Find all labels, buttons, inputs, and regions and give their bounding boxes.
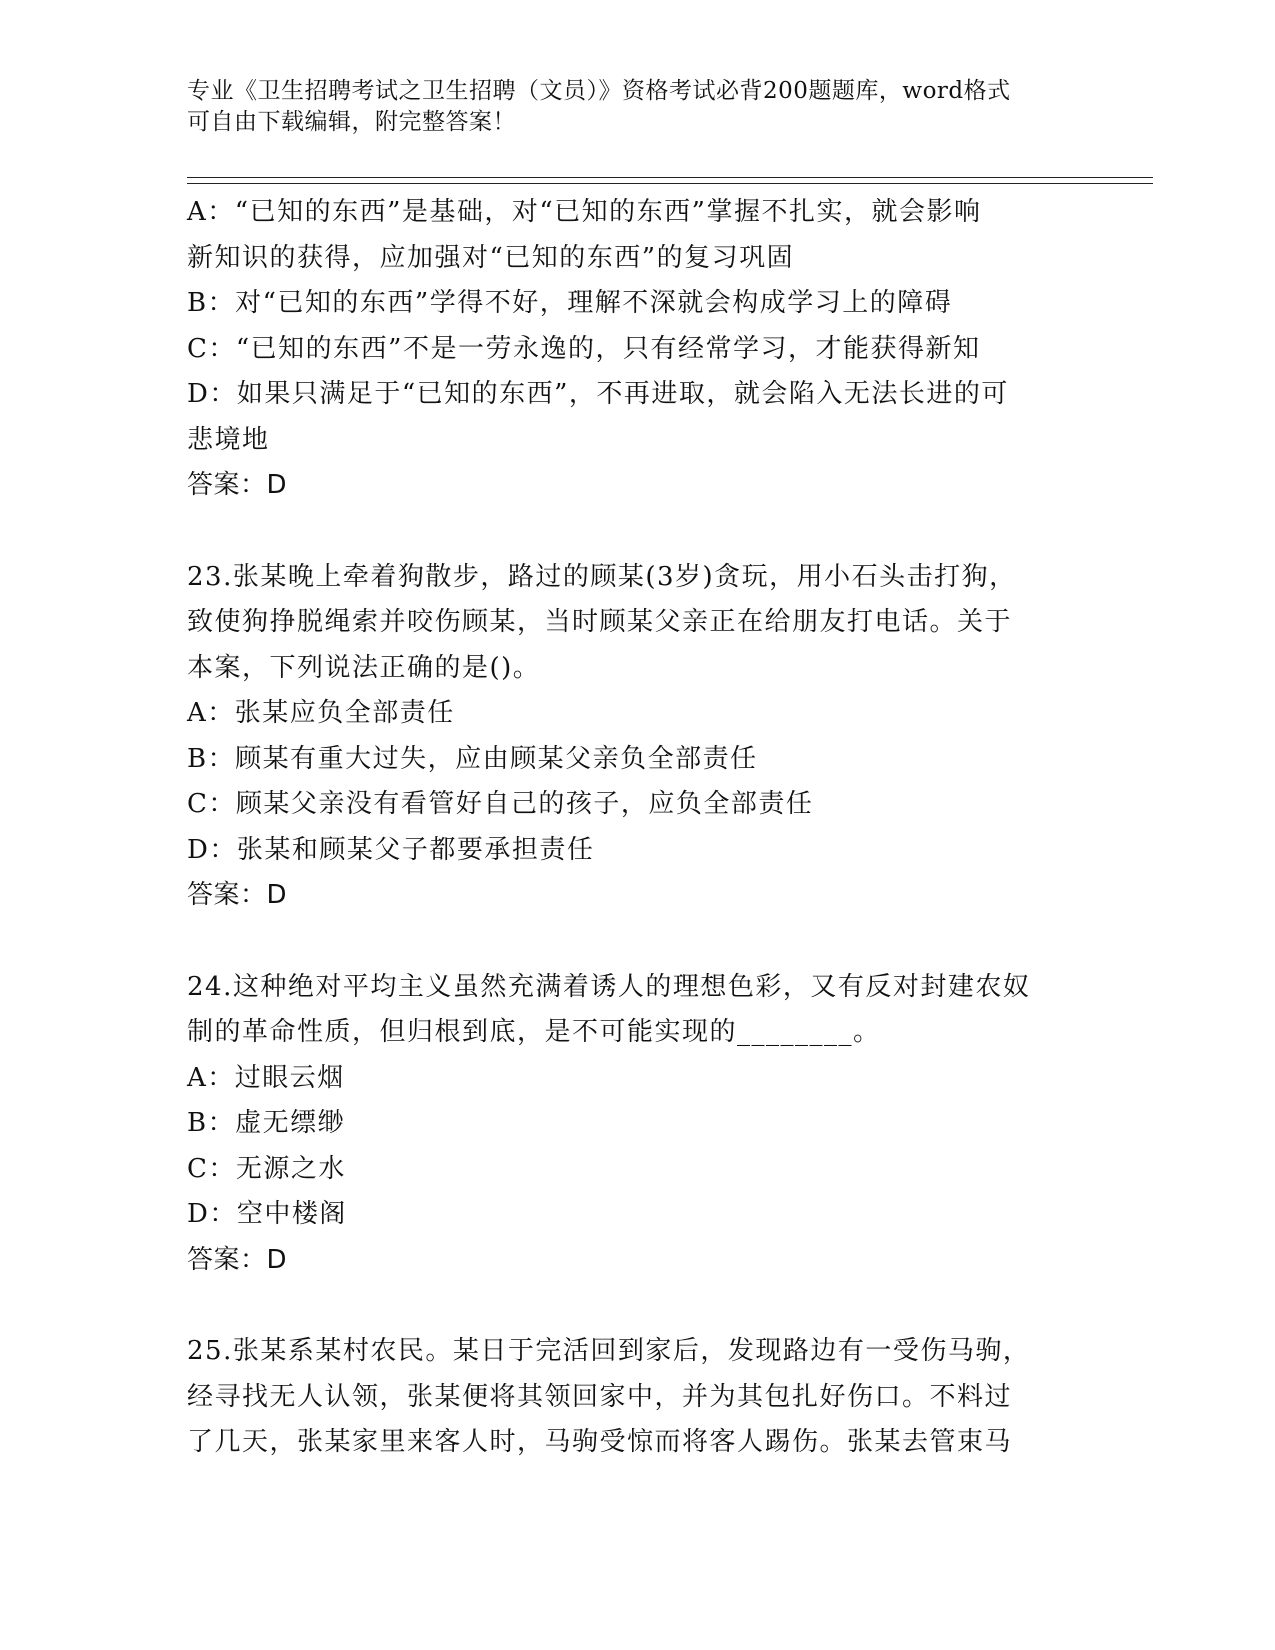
option-a-text: 新知识的获得，应加强对“已知的东西”的复习巩固	[187, 242, 795, 273]
header-title-line: 专业《卫生招聘考试之卫生招聘（文员）》资格考试必背200题题库，word格式	[187, 78, 1011, 104]
option-c-text: C：无源之水	[187, 1153, 346, 1184]
option-b-text: B：顾某有重大过失，应由顾某父亲负全部责任	[187, 743, 758, 774]
answer-text: 答案：D	[187, 1244, 288, 1275]
option-d-text: D：空中楼阁	[187, 1199, 347, 1229]
header-title-line: 可自由下载编辑，附完整答案！	[187, 109, 516, 135]
question-22-continuation	[187, 190, 1087, 509]
question-24	[187, 965, 1087, 1284]
question-stem: 致使狗挣脱绳索并咬伤顾某，当时顾某父亲正在给朋友打电话。关于	[187, 607, 1013, 637]
question-stem: 经寻找无人认领，张某便将其领回家中，并为其包扎好伤口。不料过	[187, 1381, 1013, 1412]
option-d-text: D：张某和顾某父子都要承担责任	[187, 834, 595, 865]
question-spacer	[187, 1283, 1087, 1329]
question-stem: 23.张某晚上牵着狗散步，路过的顾某(3岁)贪玩，用小石头击打狗，	[187, 561, 1017, 592]
document-header	[187, 76, 1087, 138]
header-divider-bottom	[187, 183, 1153, 184]
option-d-text: 悲境地	[187, 424, 270, 455]
answer-text: 答案：D	[187, 470, 288, 500]
question-25	[187, 1329, 1087, 1466]
answer-text: 答案：D	[187, 880, 288, 910]
question-spacer	[187, 919, 1087, 965]
option-c-text: C：“已知的东西”不是一劳永逸的，只有经常学习，才能获得新知	[187, 333, 981, 364]
header-divider-top	[187, 177, 1153, 178]
question-stem: 了几天，张某家里来客人时，马驹受惊而将客人踢伤。张某去管束马	[187, 1427, 1013, 1457]
question-spacer	[187, 509, 1087, 555]
question-stem: 25.张某系某村农民。某日于完活回到家后，发现路边有一受伤马驹，	[187, 1336, 1031, 1366]
document-body	[187, 190, 1087, 1466]
question-stem: 本案，下列说法正确的是()。	[187, 652, 541, 683]
question-23	[187, 555, 1087, 919]
option-c-text: C：顾某父亲没有看管好自己的孩子，应负全部责任	[187, 789, 814, 819]
option-b-text: B：对“已知的东西”学得不好，理解不深就会构成学习上的障碍	[187, 288, 953, 318]
option-a-text: A：过眼云烟	[187, 1062, 345, 1093]
question-stem: 制的革命性质，但归根到底，是不可能实现的________。	[187, 1017, 881, 1047]
question-stem: 24.这种绝对平均主义虽然充满着诱人的理想色彩，又有反对封建农奴	[187, 971, 1031, 1002]
option-a-text: A：张某应负全部责任	[187, 698, 455, 728]
option-b-text: B：虚无缥缈	[187, 1108, 346, 1138]
option-a-text: A：“已知的东西”是基础，对“已知的东西”掌握不扎实，就会影响	[187, 197, 982, 227]
option-d-text: D：如果只满足于“已知的东西”，不再进取，就会陷入无法长进的可	[187, 379, 1009, 409]
